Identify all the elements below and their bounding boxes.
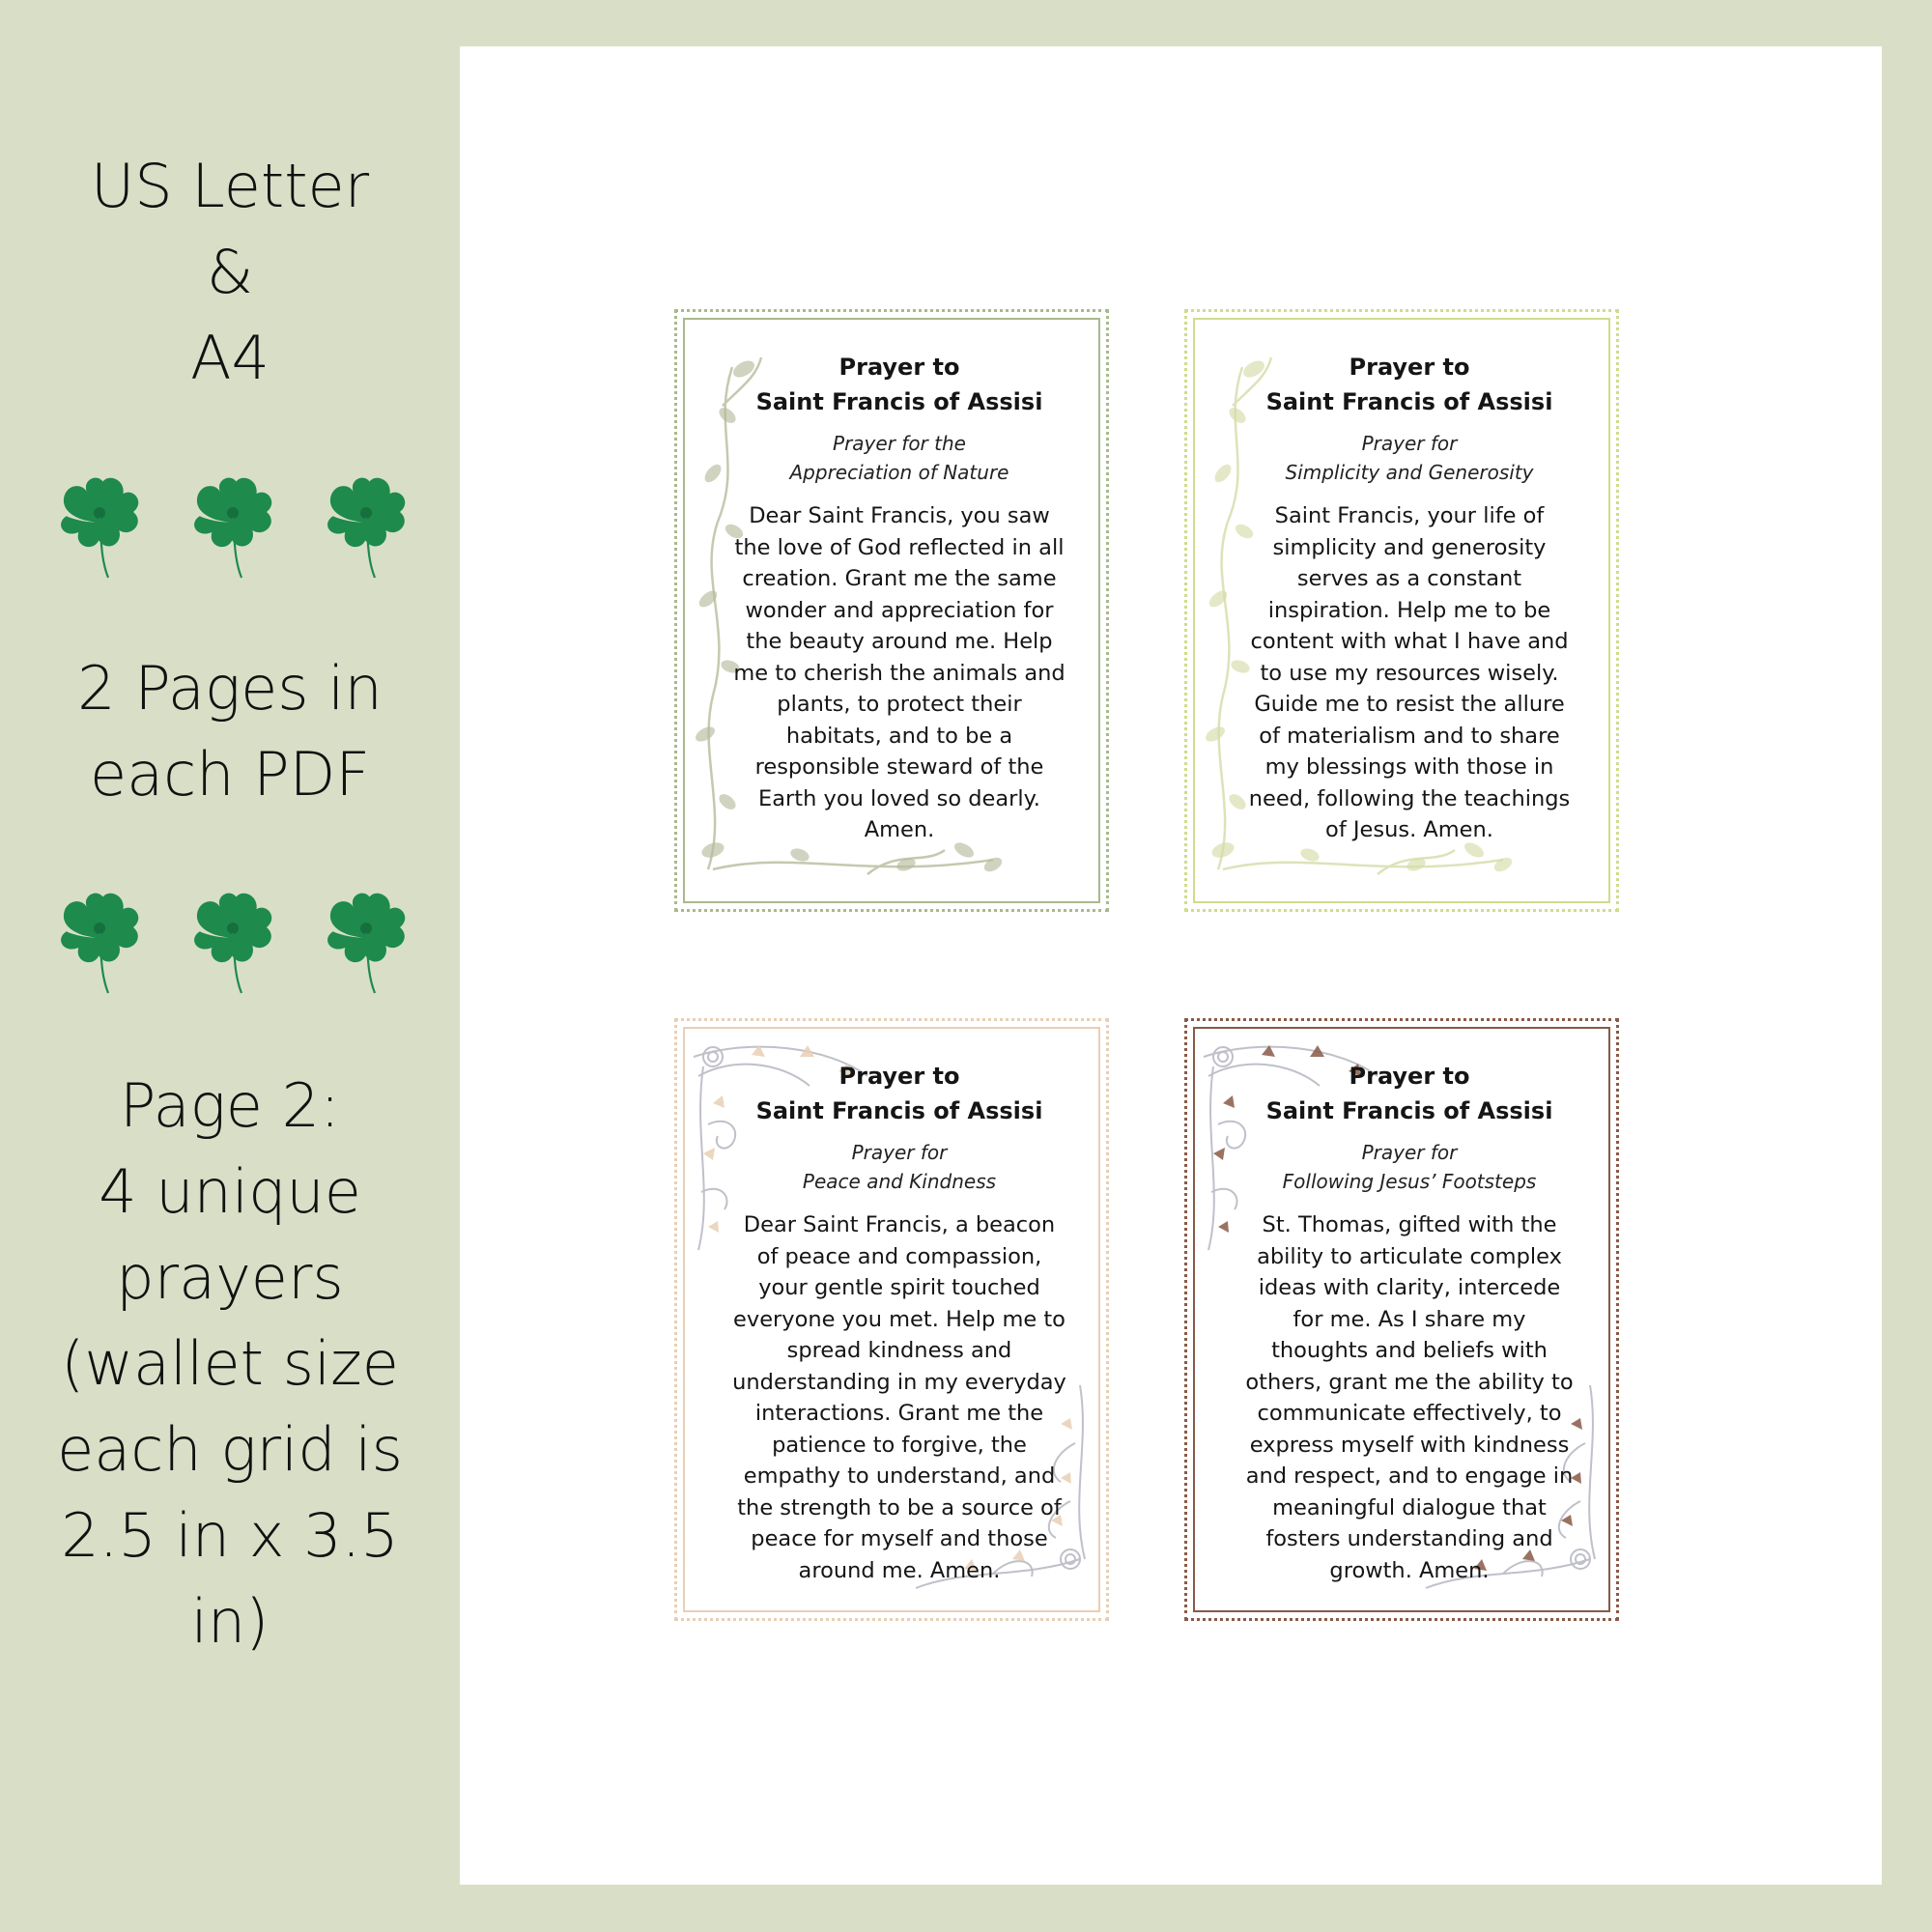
- four-leaf-clover-icon: [58, 469, 141, 585]
- sidebar: [0, 0, 460, 1932]
- prayer-line: content with what I have and: [1250, 629, 1569, 654]
- card-subtitle-line1: Prayer for the: [833, 432, 966, 455]
- card-prayer-text: [713, 500, 1086, 846]
- prayer-line: inspiration. Help me to be: [1267, 597, 1551, 623]
- prayer-line: Guide me to resist the allure: [1254, 692, 1565, 717]
- prayer-card: [1184, 1018, 1619, 1621]
- card-content: [713, 350, 1086, 846]
- prayer-line: Dear Saint Francis, a beacon: [743, 1212, 1056, 1237]
- card-content: [1223, 350, 1596, 846]
- four-leaf-clover-icon: [325, 469, 408, 585]
- prayer-line: to use my resources wisely.: [1260, 660, 1559, 686]
- card-prayer-text: [1223, 500, 1596, 846]
- format-line: A4: [190, 323, 270, 393]
- prayer-line: patience to forgive, the: [772, 1432, 1027, 1458]
- card-subtitle-line1: Prayer for: [1361, 432, 1458, 455]
- card-subtitle: [713, 1138, 1086, 1196]
- card-title-line1: Prayer to: [1349, 354, 1470, 381]
- clover-row: [0, 885, 460, 1001]
- prayer-line: need, following the teachings: [1248, 785, 1571, 811]
- prayer-line: of peace and compassion,: [756, 1243, 1042, 1269]
- prayer-line: responsible steward of the: [754, 754, 1044, 780]
- card-title-line2: Saint Francis of Assisi: [1265, 1097, 1553, 1124]
- card-title-line2: Saint Francis of Assisi: [1265, 388, 1553, 415]
- prayer-line: peace for myself and those: [751, 1526, 1048, 1551]
- prayer-line: others, grant me the ability to: [1245, 1369, 1574, 1395]
- page2-line: in): [190, 1586, 270, 1657]
- prayer-line: thoughts and beliefs with: [1271, 1338, 1548, 1363]
- prayer-card: [1184, 309, 1619, 912]
- prayer-line: St. Thomas, gifted with the: [1262, 1212, 1557, 1237]
- prayer-line: communicate effectively, to: [1257, 1401, 1562, 1426]
- card-content: [1223, 1059, 1596, 1586]
- prayer-line: creation. Grant me the same: [742, 566, 1057, 591]
- card-prayer-text: [713, 1209, 1086, 1586]
- prayer-line: for me. As I share my: [1293, 1306, 1526, 1332]
- prayer-line: ideas with clarity, intercede: [1258, 1275, 1561, 1300]
- four-leaf-clover-icon: [325, 885, 408, 1001]
- clover-row: [0, 469, 460, 585]
- prayer-card: [674, 1018, 1109, 1621]
- prayer-line: Earth you loved so dearly.: [758, 785, 1040, 811]
- card-subtitle-line1: Prayer for: [1361, 1141, 1458, 1164]
- four-leaf-clover-icon: [191, 885, 274, 1001]
- prayer-line: me to cherish the animals and: [733, 660, 1065, 686]
- prayer-line: plants, to protect their: [777, 692, 1022, 717]
- prayer-line: everyone you met. Help me to: [733, 1306, 1065, 1332]
- prayer-line: serves as a constant: [1296, 566, 1522, 591]
- card-subtitle: [713, 429, 1086, 487]
- pages-text: [0, 645, 460, 817]
- prayer-line: the beauty around me. Help: [746, 629, 1053, 654]
- prayer-line: of Jesus. Amen.: [1325, 817, 1493, 842]
- format-line: US Letter: [90, 151, 370, 221]
- prayer-line: my blessings with those in: [1264, 754, 1554, 780]
- prayer-line: spread kindness and: [786, 1338, 1012, 1363]
- prayer-line: meaningful dialogue that: [1272, 1494, 1547, 1520]
- prayer-line: habitats, and to be a: [785, 723, 1013, 749]
- card-subtitle: [1223, 1138, 1596, 1196]
- page2-text: [0, 1063, 460, 1664]
- prayer-line: express myself with kindness: [1249, 1432, 1570, 1458]
- prayer-line: wonder and appreciation for: [745, 597, 1054, 623]
- prayer-line: around me. Amen.: [798, 1557, 1001, 1583]
- card-subtitle-line2: Following Jesus’ Footsteps: [1282, 1170, 1537, 1193]
- prayer-line: and respect, and to engage in: [1245, 1463, 1574, 1489]
- four-leaf-clover-icon: [58, 885, 141, 1001]
- card-title-line2: Saint Francis of Assisi: [755, 388, 1043, 415]
- four-leaf-clover-icon: [191, 469, 274, 585]
- card-title-line1: Prayer to: [1349, 1063, 1470, 1090]
- format-text: [0, 143, 460, 401]
- prayer-line: fosters understanding and: [1265, 1526, 1553, 1551]
- page2-line: each grid is: [57, 1414, 403, 1485]
- card-subtitle-line2: Appreciation of Nature: [789, 461, 1009, 484]
- prayer-line: understanding in my everyday: [732, 1369, 1066, 1395]
- page2-line: 4 unique: [99, 1156, 361, 1227]
- prayer-line: Dear Saint Francis, you saw: [749, 503, 1050, 528]
- card-subtitle-line2: Simplicity and Generosity: [1285, 461, 1534, 484]
- prayer-line: ability to articulate complex: [1257, 1243, 1562, 1269]
- prayer-line: simplicity and generosity: [1272, 534, 1547, 560]
- prayer-line: of materialism and to share: [1259, 723, 1560, 749]
- page2-line: prayers: [116, 1242, 344, 1313]
- card-title-line1: Prayer to: [838, 1063, 960, 1090]
- pages-line: each PDF: [89, 739, 371, 810]
- prayer-line: your gentle spirit touched: [758, 1275, 1040, 1300]
- card-subtitle: [1223, 429, 1596, 487]
- page2-line: 2.5 in x 3.5: [61, 1500, 399, 1571]
- card-title-line1: Prayer to: [838, 354, 960, 381]
- prayer-line: growth. Amen.: [1329, 1557, 1490, 1583]
- prayer-line: Amen.: [864, 817, 935, 842]
- prayer-line: empathy to understand, and: [743, 1463, 1056, 1489]
- card-subtitle-line1: Prayer for: [851, 1141, 948, 1164]
- card-title-line2: Saint Francis of Assisi: [755, 1097, 1043, 1124]
- printable-page: [460, 46, 1882, 1885]
- card-prayer-text: [1223, 1209, 1596, 1586]
- pages-line: 2 Pages in: [77, 653, 383, 724]
- prayer-card: [674, 309, 1109, 912]
- prayer-line: the love of God reflected in all: [734, 534, 1065, 560]
- page2-line: (wallet size: [61, 1328, 399, 1399]
- prayer-line: interactions. Grant me the: [754, 1401, 1044, 1426]
- card-content: [713, 1059, 1086, 1586]
- card-subtitle-line2: Peace and Kindness: [802, 1170, 997, 1193]
- page2-line: Page 2:: [120, 1070, 340, 1141]
- prayer-line: the strength to be a source of: [737, 1494, 1062, 1520]
- format-line: &: [206, 237, 254, 307]
- prayer-line: Saint Francis, your life of: [1274, 503, 1545, 528]
